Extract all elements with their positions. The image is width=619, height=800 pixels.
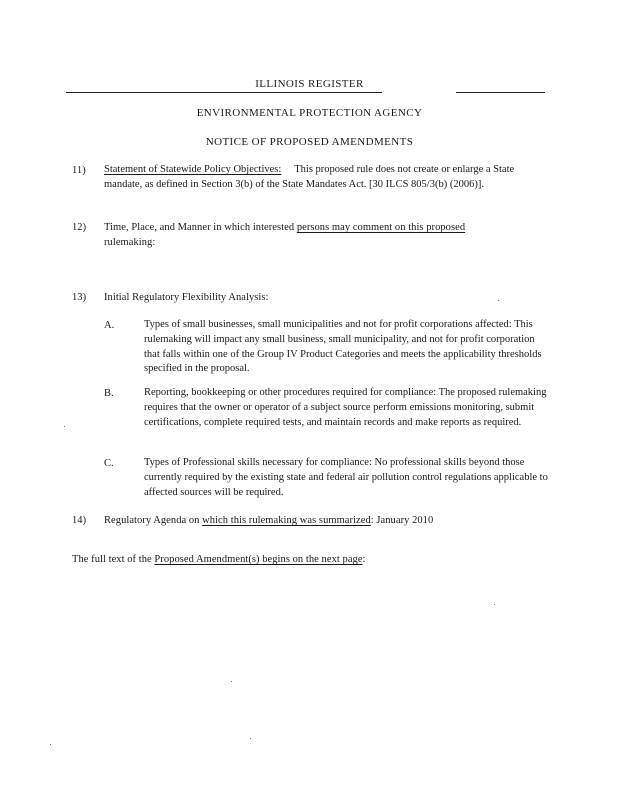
- agency-title: ENVIRONMENTAL PROTECTION AGENCY: [196, 107, 423, 119]
- item-12-lead: Time, Place, and Manner in which interested: [104, 222, 297, 233]
- item-12-number: 12): [72, 222, 87, 233]
- item-11-title: Statement of Statewide Policy Objectives:: [104, 164, 282, 175]
- full-text-lead: The full text of the: [72, 554, 155, 565]
- header-rule-right: [456, 92, 545, 93]
- item-13a-text: Types of small businesses, small municipalities and not for profit corporations affected: This rulemaking will impact any small business, small municipality, and not for profit corporation that falls within one of the Group IV Product Categories and meets the applicability thresholds specified in the proposal.: [144, 319, 542, 375]
- full-text-underlined: Proposed Amendment(s) begins on the next page: [154, 554, 363, 565]
- item-14-line: [104, 513, 433, 528]
- scan-speck: [498, 300, 499, 301]
- item-14-tail: : January 2010: [370, 515, 434, 526]
- item-14-number: 14): [72, 515, 87, 526]
- scan-speck: [250, 738, 251, 739]
- scan-speck: [494, 604, 495, 605]
- item-13b-text: Reporting, bookkeeping or other procedures required for compliance: The proposed rulemaking requires that the owner or operator of a subject source perform emissions monitoring, submit certifications, complete required tests, and maintain records and make reports as required.: [144, 387, 547, 428]
- item-13b-letter: B.: [104, 388, 114, 399]
- scan-speck: [231, 681, 232, 682]
- full-text-notice: [72, 552, 366, 567]
- item-12-line2: rulemaking:: [104, 237, 156, 248]
- item-14-lead: Regulatory Agenda on: [104, 515, 203, 526]
- item-13c-text: Types of Professional skills necessary for compliance: No professional skills beyond those currently required by the existing state and federal air pollution control regulations applicable to affected sources will be required.: [144, 457, 548, 498]
- item-11-body: This proposed rule does not create or enlarge a State mandate, as defined in Section 3(b) of the State Mandates Act. [30 ILCS 805/3(b) (2006)].: [104, 164, 515, 190]
- item-13c-letter: C.: [104, 458, 114, 469]
- item-12-line1: [104, 220, 465, 235]
- item-11-number: 11): [72, 165, 86, 176]
- register-title: ILLINOIS REGISTER: [255, 78, 364, 90]
- header-rule-left: [66, 92, 382, 93]
- item-13a-letter: A.: [104, 320, 115, 331]
- item-13-number: 13): [72, 292, 87, 303]
- item-12-underlined: persons may comment on this proposed: [296, 222, 466, 233]
- scan-speck: [50, 744, 51, 745]
- full-text-tail: :: [362, 554, 366, 565]
- item-13-title: Initial Regulatory Flexibility Analysis:: [104, 292, 269, 303]
- item-14-underlined: which this rulemaking was summarized: [202, 515, 371, 526]
- notice-title: NOTICE OF PROPOSED AMENDMENTS: [205, 136, 414, 148]
- item-11-paragraph: [104, 163, 524, 193]
- scan-speck: [64, 426, 65, 427]
